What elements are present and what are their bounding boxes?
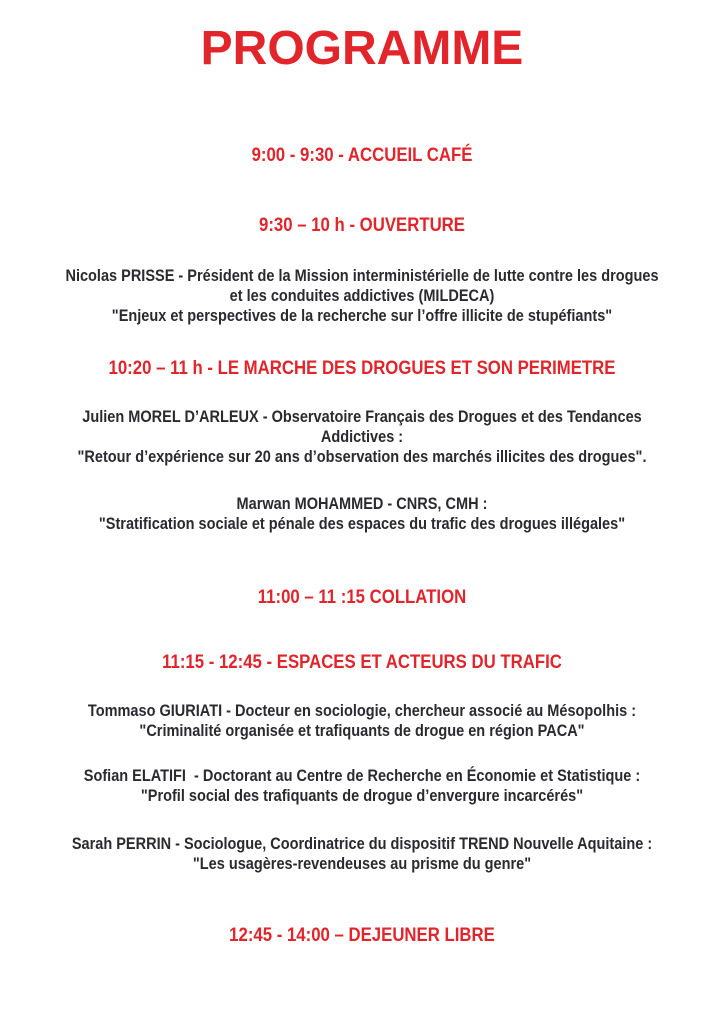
talk-title: "Profil social des trafiquants de drogue d’envergure incarcérés" bbox=[140, 787, 584, 805]
talk-title: "Les usagères-revendeuses au prisme du genre" bbox=[192, 855, 532, 873]
speaker-line: Marwan MOHAMMED - CNRS, CMH : bbox=[236, 495, 488, 513]
speaker-line: Sarah PERRIN - Sociologue, Coordinatrice du dispositif TREND Nouvelle Aquitaine : bbox=[71, 835, 653, 853]
schedule-header-espaces-et-acteurs: 11:15 - 12:45 - ESPACES ET ACTEURS DU TRAFIC bbox=[162, 651, 562, 673]
speaker-entry-nicolas-prisse bbox=[43, 266, 680, 326]
speaker-entry-sofian-elatifi bbox=[43, 766, 680, 806]
schedule-header-dejeuner-libre: 12:45 - 14:00 – DEJEUNER LIBRE bbox=[229, 924, 495, 946]
speaker-line: Addictives : bbox=[320, 428, 404, 446]
talk-title: "Retour d’expérience sur 20 ans d’observation des marchés illicites des drogues". bbox=[77, 448, 647, 466]
talk-title: "Criminalité organisée et trafiquants de drogue en région PACA" bbox=[139, 722, 585, 740]
speaker-line: et les conduites addictives (MILDECA) bbox=[229, 287, 495, 305]
speaker-entry-marwan-mohammed bbox=[43, 494, 680, 534]
page-title: PROGRAMME bbox=[200, 22, 524, 75]
speaker-entry-julien-morel-darleux bbox=[43, 407, 680, 467]
talk-title: "Enjeux et perspectives de la recherche sur l’offre illicite de stupéfiants" bbox=[111, 307, 613, 325]
speaker-entry-tommaso-giuriati bbox=[43, 701, 680, 741]
schedule-header-marche-des-drogues: 10:20 – 11 h - LE MARCHE DES DROGUES ET SON PERIMETRE bbox=[108, 357, 616, 379]
schedule-header-accueil-cafe: 9:00 - 9:30 - ACCUEIL CAFÉ bbox=[251, 144, 473, 166]
speaker-line: Sofian ELATIFI - Doctorant au Centre de Recherche en Économie et Statistique : bbox=[83, 767, 641, 785]
speaker-line: Tommaso GIURIATI - Docteur en sociologie, chercheur associé au Mésopolhis : bbox=[87, 702, 637, 720]
speaker-line: Julien MOREL D’ARLEUX - Observatoire Français des Drogues et des Tendances bbox=[82, 408, 642, 426]
speaker-line: Nicolas PRISSE - Président de la Mission interministérielle de lutte contre les drogues bbox=[65, 267, 659, 285]
speaker-entry-sarah-perrin bbox=[43, 834, 680, 874]
talk-title: "Stratification sociale et pénale des espaces du trafic des drogues illégales" bbox=[98, 515, 626, 533]
schedule-header-collation: 11:00 – 11 :15 COLLATION bbox=[257, 586, 467, 608]
schedule-header-ouverture: 9:30 – 10 h - OUVERTURE bbox=[259, 214, 465, 236]
